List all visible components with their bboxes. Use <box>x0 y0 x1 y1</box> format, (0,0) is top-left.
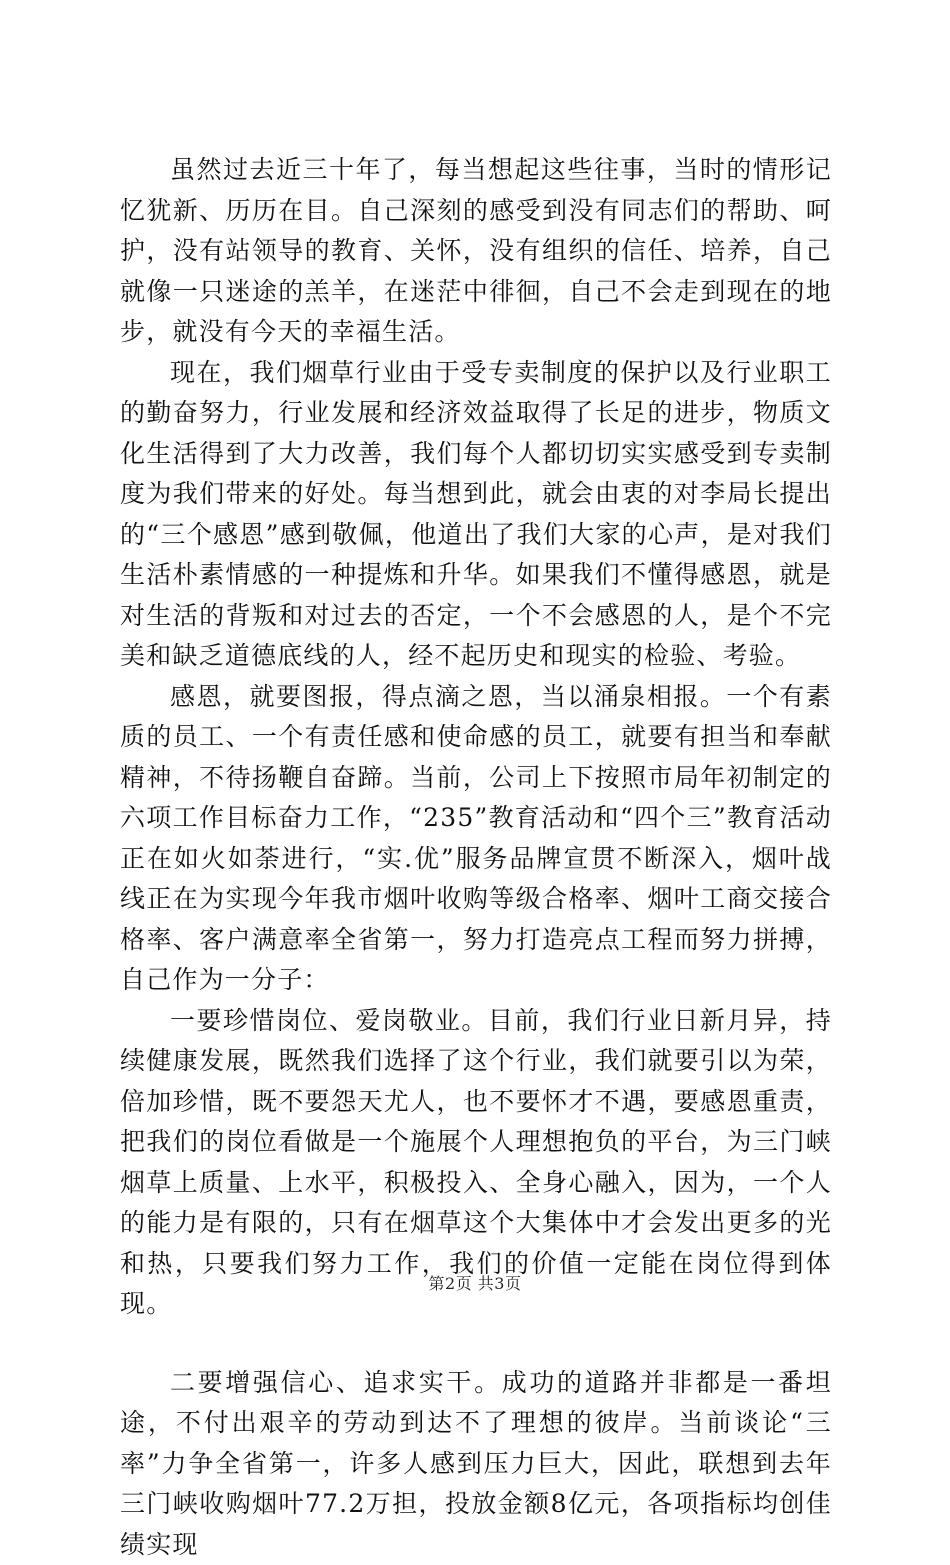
paragraph-cherish-post: 一要珍惜岗位、爱岗敬业。目前，我们行业日新月异，持续健康发展，既然我们选择了这个行业，我们就要引以为荣，倍加珍惜，既不要怨天尤人，也不要怀才不遇，要感恩重责，把我们的岗位看做是一个施展个人理想抱负的平台，为三门峡烟草上质量、上水平，积极投入、全身心融入，因为，一个人的能力是有限的，只有在烟草这个大集体中才会发出更多的光和热，只要我们努力工作，我们的价值一定能在岗位得到体现。 <box>120 1001 832 1325</box>
paragraph-memories: 虽然过去近三十年了，每当想起这些往事，当时的情形记忆犹新、历历在目。自己深刻的感受到没有同志们的帮助、呵护，没有站领导的教育、关怀，没有组织的信任、培养，自己就像一只迷途的羔羊，在迷茫中徘徊，自己不会走到现在的地步，就没有今天的幸福生活。 <box>120 150 832 353</box>
document-body <box>120 150 832 1565</box>
page-footer: 第2页 共3页 <box>0 1272 950 1296</box>
paragraph-confidence: 二要增强信心、追求实干。成功的道路并非都是一番坦途，不付出艰辛的劳动到达不了理想的彼岸。当前谈论“三率”力争全省第一，许多人感到压力巨大，因此，联想到去年三门峡收购烟叶77.2万担，投放金额8亿元，各项指标均创佳绩实现 <box>120 1363 832 1565</box>
paragraph-gratitude: 感恩，就要图报，得点滴之恩，当以涌泉相报。一个有素质的员工、一个有责任感和使命感的员工，就要有担当和奉献精神，不待扬鞭自奋蹄。当前，公司上下按照市局年初制定的六项工作目标奋力工作，“235”教育活动和“四个三”教育活动正在如火如荼进行，“实.优”服务品牌宣贯不断深入，烟叶战线正在为实现今年我市烟叶收购等级合格率、烟叶工商交接合格率、客户满意率全省第一，努力打造亮点工程而努力拼搏，自己作为一分子： <box>120 677 832 1001</box>
paragraph-tobacco-industry: 现在，我们烟草行业由于受专卖制度的保护以及行业职工的勤奋努力，行业发展和经济效益取得了长足的进步，物质文化生活得到了大力改善，我们每个人都切切实实感受到专卖制度为我们带来的好处。每当想到此，就会由衷的对李局长提出的“三个感恩”感到敬佩，他道出了我们大家的心声，是对我们生活朴素情感的一种提炼和升华。如果我们不懂得感恩，就是对生活的背叛和对过去的否定，一个不会感恩的人，是个不完美和缺乏道德底线的人，经不起历史和现实的检验、考验。 <box>120 353 832 677</box>
